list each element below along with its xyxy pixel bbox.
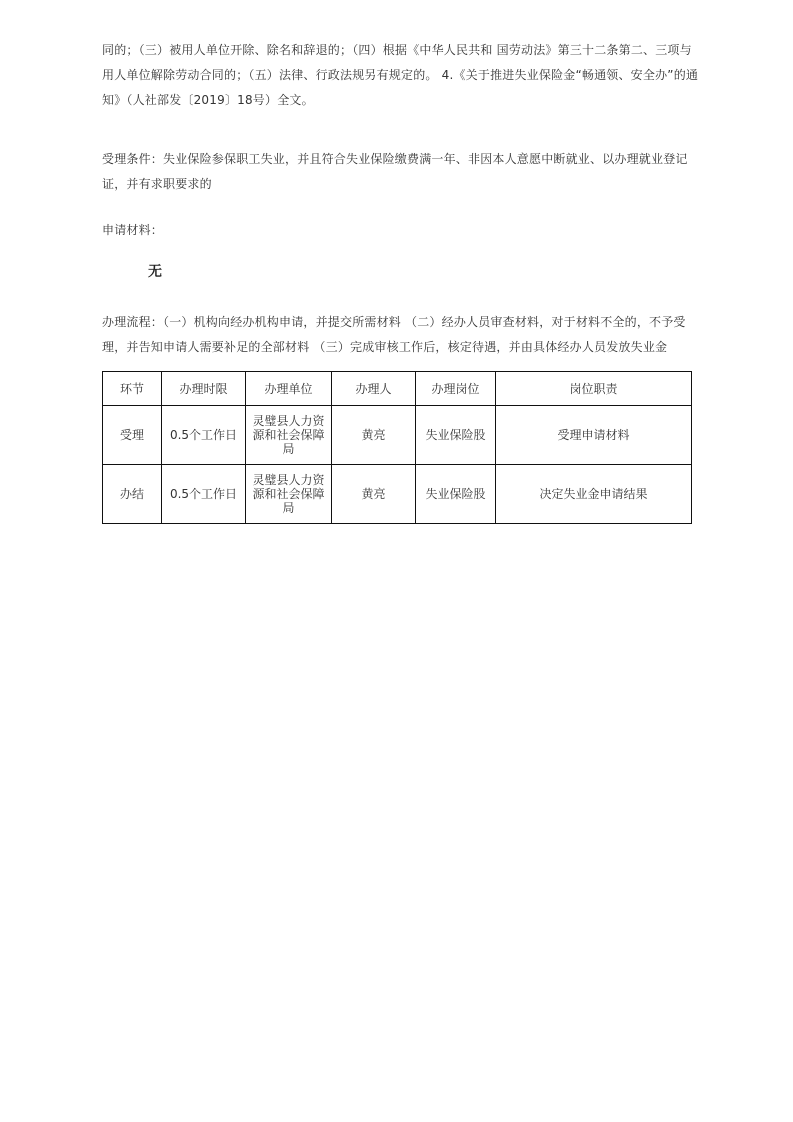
- table-row: [103, 465, 692, 524]
- process-description: 办理流程：（一）机构向经办机构申请，并提交所需材料 （二）经办人员审查材料，对于材料不全的，不予受理，并告知申请人需要补足的全部材料 （三）完成审核工作后，核定待遇，并由具体经办人员发放失业金: [102, 315, 686, 354]
- cell-time-limit: 0.5个工作日: [162, 406, 246, 465]
- cell-time-limit: 0.5个工作日: [162, 465, 246, 524]
- cell-unit: 灵璧县人力资源和社会保障局: [246, 406, 332, 465]
- materials-label: 申请材料：: [102, 223, 164, 237]
- header-handler: 办理人: [332, 372, 416, 406]
- cell-stage: 办结: [103, 465, 162, 524]
- cell-duty: 受理申请材料: [496, 406, 692, 465]
- table-header-row: [103, 372, 692, 406]
- header-time-limit: 办理时限: [162, 372, 246, 406]
- cell-handler: 黄亮: [332, 465, 416, 524]
- cell-post: 失业保险股: [416, 465, 496, 524]
- legal-basis-continued: 同的；（三）被用人单位开除、除名和辞退的；（四）根据《中华人民共和 国劳动法》第三十二条第二、三项与用人单位解除劳动合同的；（五）法律、行政法规另有规定的。 4.《关于推进失业保险金“畅通领、安全办”的通知》（人社部发〔2019〕18号）全文。: [102, 43, 699, 107]
- cell-post: 失业保险股: [416, 406, 496, 465]
- cell-duty: 决定失业金申请结果: [496, 465, 692, 524]
- table-row: [103, 406, 692, 465]
- cell-unit: 灵璧县人力资源和社会保障局: [246, 465, 332, 524]
- header-post: 办理岗位: [416, 372, 496, 406]
- process-table: [102, 371, 692, 524]
- materials-value: 无: [148, 264, 163, 280]
- header-unit: 办理单位: [246, 372, 332, 406]
- acceptance-conditions: 受理条件：失业保险参保职工失业，并且符合失业保险缴费满一年、非因本人意愿中断就业、以办理就业登记证，并有求职要求的: [102, 152, 688, 191]
- cell-stage: 受理: [103, 406, 162, 465]
- cell-handler: 黄亮: [332, 406, 416, 465]
- header-stage: 环节: [103, 372, 162, 406]
- header-duty: 岗位职责: [496, 372, 692, 406]
